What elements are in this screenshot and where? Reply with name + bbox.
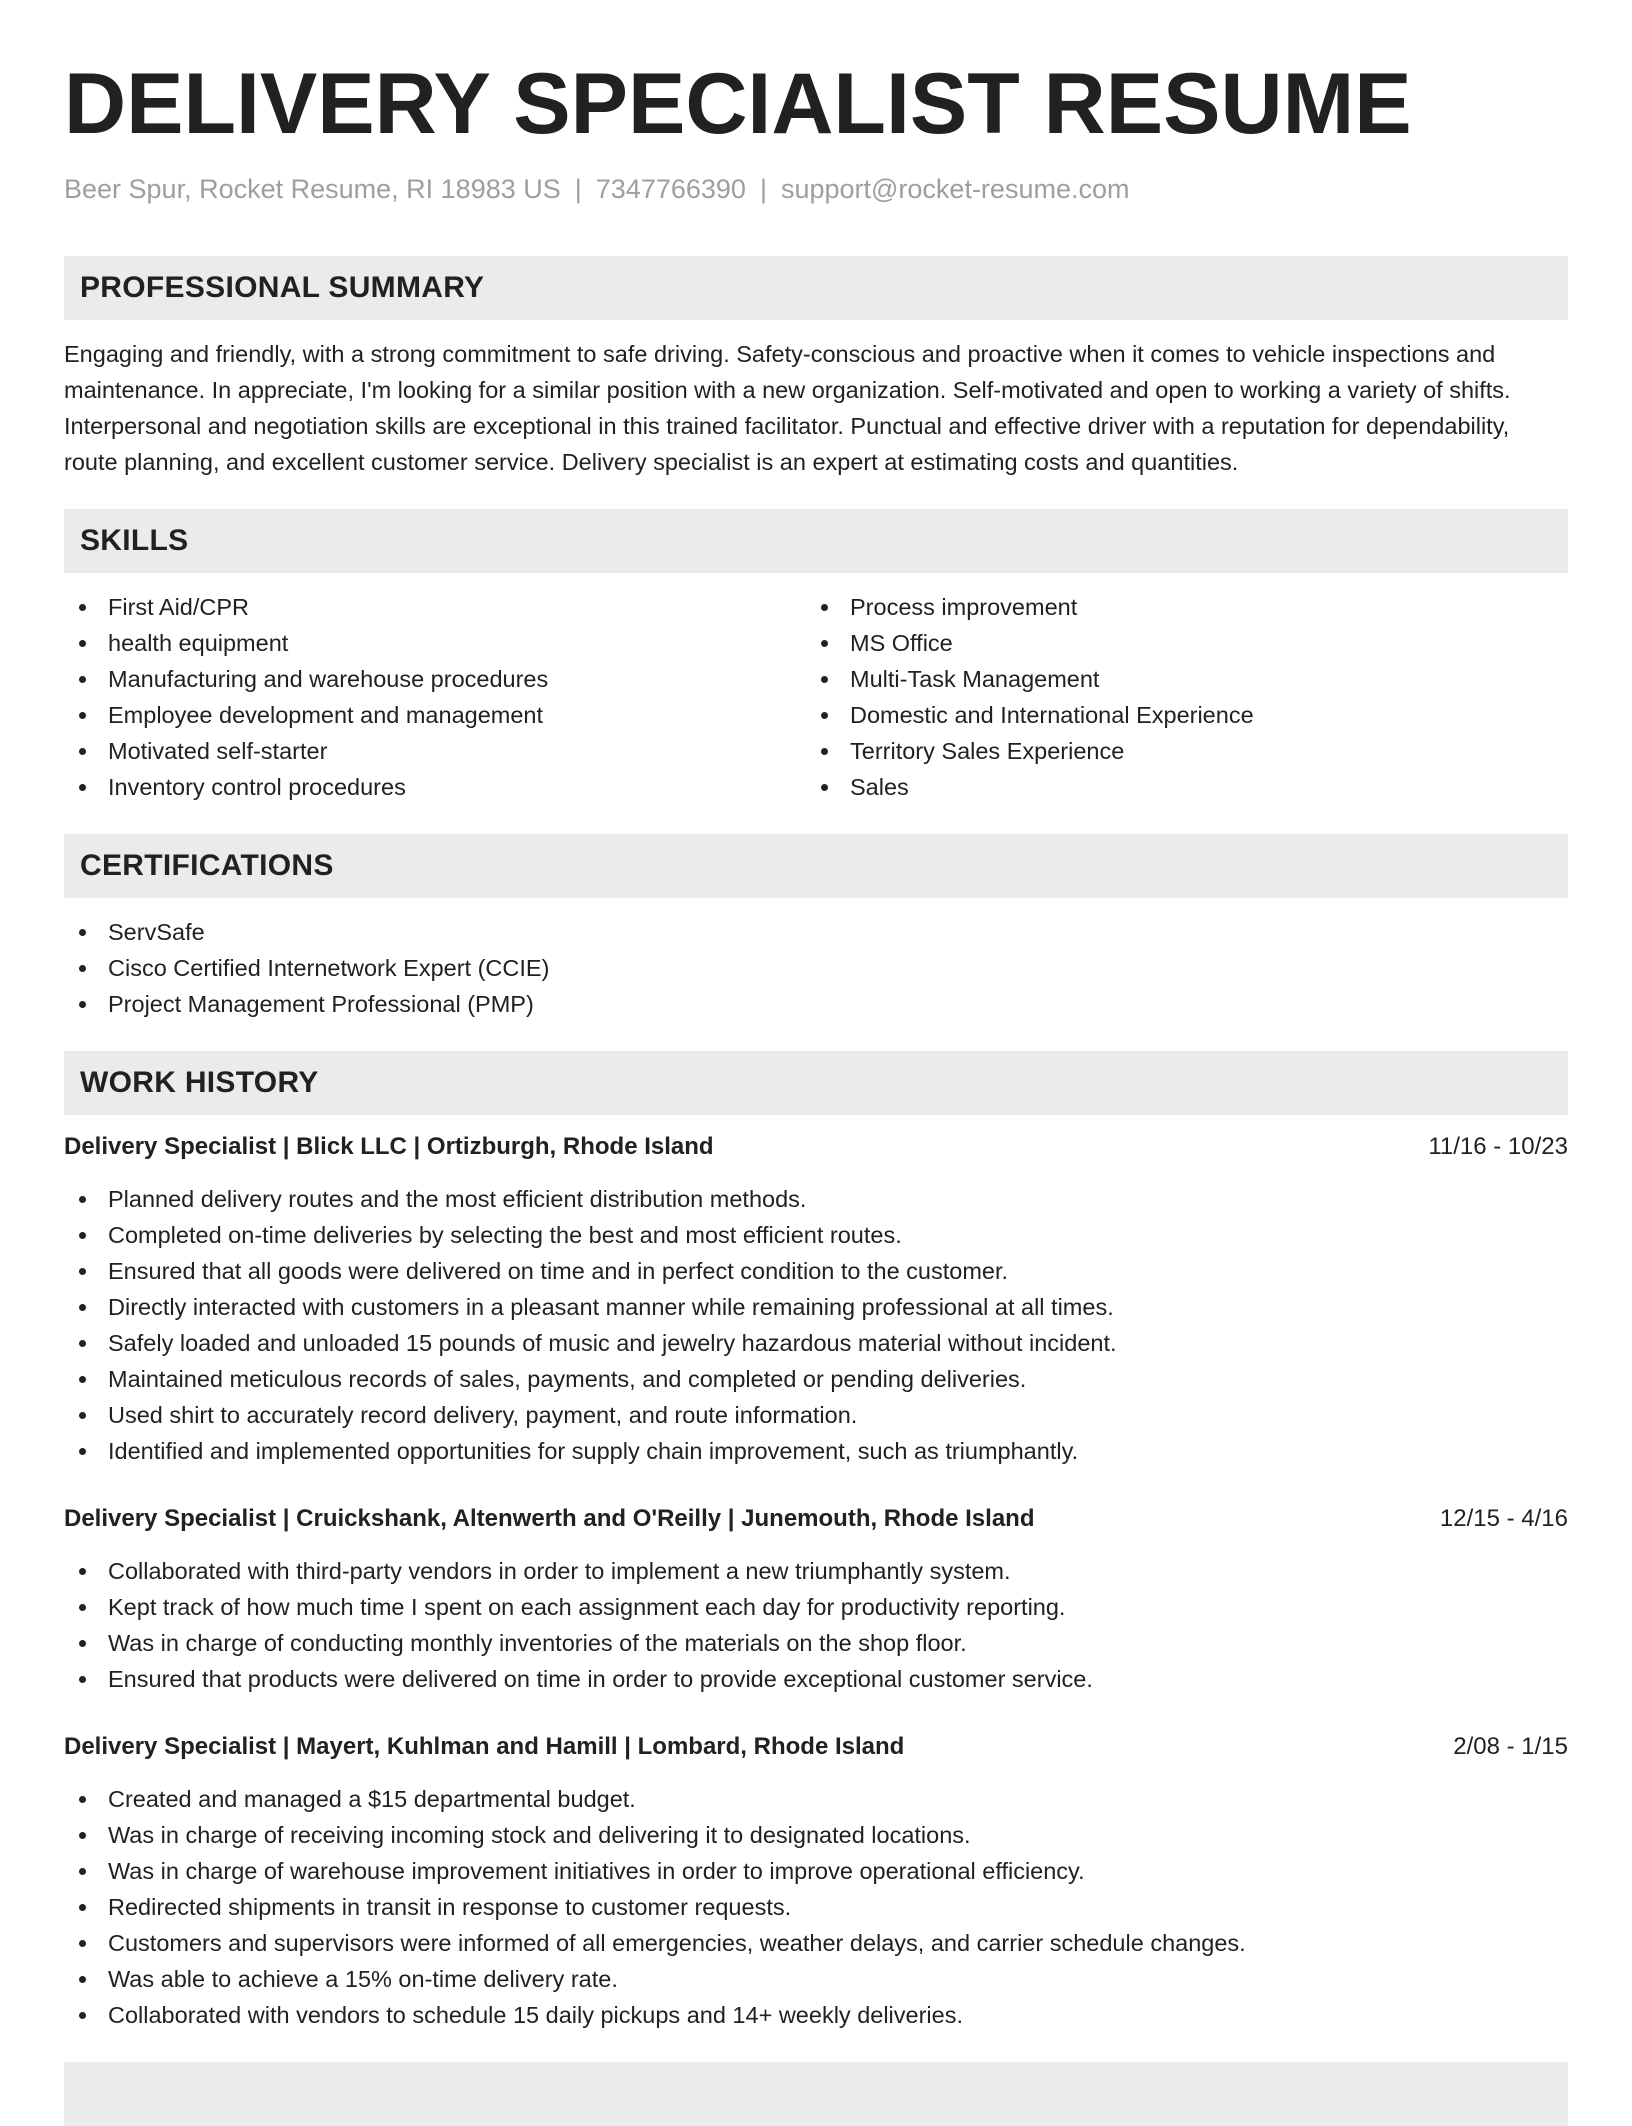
job-bullet: Directly interacted with customers in a pleasant manner while remaining professional at all times.	[64, 1289, 1568, 1325]
job-entry	[64, 1501, 1568, 1697]
certification-item: Cisco Certified Internetwork Expert (CCIE)	[64, 950, 1568, 986]
contact-phone: 7347766390	[595, 174, 746, 204]
skill-item: Process improvement	[806, 589, 1548, 625]
contact-line	[64, 172, 1568, 206]
job-bullet: Was able to achieve a 15% on-time delivery rate.	[64, 1961, 1568, 1997]
job-bullets	[64, 1553, 1568, 1697]
job-bullet: Kept track of how much time I spent on each assignment each day for productivity reporting.	[64, 1589, 1568, 1625]
job-bullet: Completed on-time deliveries by selecting the best and most efficient routes.	[64, 1217, 1568, 1253]
job-bullet: Maintained meticulous records of sales, payments, and completed or pending deliveries.	[64, 1361, 1568, 1397]
job-header	[64, 1129, 1568, 1165]
job-bullet: Redirected shipments in transit in response to customer requests.	[64, 1889, 1568, 1925]
summary-text: Engaging and friendly, with a strong commitment to safe driving. Safety-conscious and proactive when it comes to vehicle inspections and maintenance. In appreciate, I'm looking for a similar position with a new organization. Self-motivated and open to working a variety of shifts. Interpersonal and negotiation skills are exceptional in this trained facilitator. Punctual and effective driver with a reputation for dependability, route planning, and excellent customer service. Delivery specialist is an expert at estimating costs and quantities.	[64, 341, 1511, 475]
contact-separator: |	[759, 174, 767, 204]
skill-item: MS Office	[806, 625, 1548, 661]
job-bullet: Ensured that all goods were delivered on time and in perfect condition to the customer.	[64, 1253, 1568, 1289]
job-dates: 12/15 - 4/16	[1439, 1505, 1568, 1532]
job-title: Delivery Specialist | Mayert, Kuhlman and Hamill | Lombard, Rhode Island	[64, 1733, 905, 1760]
contact-address: Beer Spur, Rocket Resume, RI 18983 US	[64, 174, 561, 204]
skill-item: Motivated self-starter	[64, 733, 806, 769]
job-bullet: Safely loaded and unloaded 15 pounds of music and jewelry hazardous material without incident.	[64, 1325, 1568, 1361]
job-bullet: Was in charge of conducting monthly inventories of the materials on the shop floor.	[64, 1625, 1568, 1661]
job-bullet: Planned delivery routes and the most efficient distribution methods.	[64, 1181, 1568, 1217]
job-bullet: Was in charge of warehouse improvement initiatives in order to improve operational efficiency.	[64, 1853, 1568, 1889]
job-bullet: Identified and implemented opportunities for supply chain improvement, such as triumphantly.	[64, 1433, 1568, 1469]
skills-list-left	[64, 589, 806, 805]
resume-page	[64, 0, 1568, 2126]
job-bullet: Was in charge of receiving incoming stock and delivering it to designated locations.	[64, 1817, 1568, 1853]
resume-title: DELIVERY SPECIALIST RESUME	[64, 56, 1412, 152]
skill-item: Territory Sales Experience	[806, 733, 1548, 769]
skill-item: Manufacturing and warehouse procedures	[64, 661, 806, 697]
contact-email: support@rocket-resume.com	[780, 174, 1130, 204]
job-header	[64, 1729, 1568, 1765]
skill-item: Domestic and International Experience	[806, 697, 1548, 733]
certification-item: Project Management Professional (PMP)	[64, 986, 1568, 1022]
skills-grid	[64, 589, 1568, 805]
job-bullet: Used shirt to accurately record delivery, payment, and route information.	[64, 1397, 1568, 1433]
certification-item: ServSafe	[64, 914, 1568, 950]
skill-item: Multi-Task Management	[806, 661, 1548, 697]
next-section-heading-clipped	[64, 2062, 1568, 2126]
skill-item: Employee development and management	[64, 697, 806, 733]
job-bullet: Collaborated with third-party vendors in order to implement a new triumphantly system.	[64, 1553, 1568, 1589]
job-entry	[64, 1729, 1568, 2033]
skill-item: health equipment	[64, 625, 806, 661]
summary-heading: PROFESSIONAL SUMMARY	[64, 256, 1568, 320]
skill-item: Inventory control procedures	[64, 769, 806, 805]
job-title: Delivery Specialist | Blick LLC | Ortizburgh, Rhode Island	[64, 1133, 714, 1160]
job-bullet: Customers and supervisors were informed of all emergencies, weather delays, and carrier schedule changes.	[64, 1925, 1568, 1961]
skills-heading: SKILLS	[64, 509, 1568, 573]
job-bullet: Collaborated with vendors to schedule 15 daily pickups and 14+ weekly deliveries.	[64, 1997, 1568, 2033]
certifications-list	[64, 914, 1568, 1022]
skill-item: Sales	[806, 769, 1548, 805]
job-bullet: Ensured that products were delivered on time in order to provide exceptional customer service.	[64, 1661, 1568, 1697]
job-bullets	[64, 1181, 1568, 1469]
job-bullet: Created and managed a $15 departmental budget.	[64, 1781, 1568, 1817]
job-dates: 11/16 - 10/23	[1428, 1133, 1568, 1160]
certifications-heading: CERTIFICATIONS	[64, 834, 1568, 898]
contact-separator: |	[574, 174, 582, 204]
skills-list-right	[806, 589, 1548, 805]
job-header	[64, 1501, 1568, 1537]
skill-item: First Aid/CPR	[64, 589, 806, 625]
job-title: Delivery Specialist | Cruickshank, Altenwerth and O'Reilly | Junemouth, Rhode Island	[64, 1505, 1035, 1532]
job-entry	[64, 1129, 1568, 1469]
work-history-heading: WORK HISTORY	[64, 1051, 1568, 1115]
job-dates: 2/08 - 1/15	[1453, 1733, 1568, 1760]
job-bullets	[64, 1781, 1568, 2033]
